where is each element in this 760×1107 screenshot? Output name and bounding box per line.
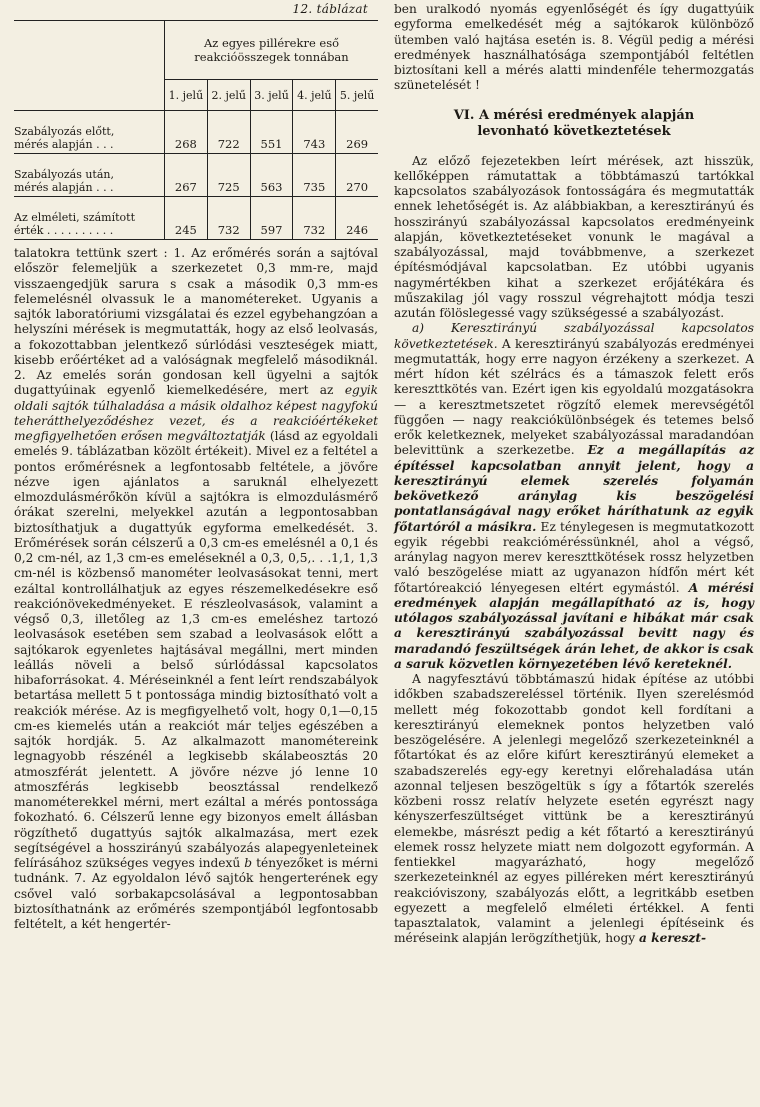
body-paragraph: ben uralkodó nyomás egyenlőségét és így dugattyúik egyforma emelkedését még a sajtókarok különböző ütemben való hajtása esetén is. 8. Végül pedig a mérési eredmények használhatósága szempontjából feltétlen biztosítani kell a mérés alatti mindenféle tehermozgatás szünetelését !: [394, 2, 754, 93]
table-cell: 597: [250, 197, 293, 240]
table-cell: 245: [165, 197, 208, 240]
text-run: (lásd az egyoldali emelés 9. táblázatban közölt értékeit). Mivel ez a feltétel a pontos erőmérésnek a legfontosabb feltétele, a jövőre nézve igen ajánlatos a saruknál elhelyezett elmozdulásmérőkön kívül a sajtókra is elmozdulásmérő órákat szerelni, melyekkel azután a legpontosabban biztosíthatjuk a dugattyúk egyforma emelkedését. 3. Erőmérések során célszerű a 0,3 cm-es emelésnél a 0,1 és 0,2 cm-nél, az 1,3 cm-es emeléseknél a 0,3, 0,5,. . .1,1, 1,3 cm-nél is közbenső manométer leolvasásokat tenni, mert ezáltal kontrollálhatjuk az egyes részemelkedésekre eső reakciónövekedményeket. E részleolvasások, valamint a végső 0,3, illetőleg az 1,3 cm-es emeléshez tartozó leolvasások esetében sem szabad a leolvasások előtt a sajtókarok egyenletes hajtásával megállni, mert minden leállás növeli a belső súrlódással kapcsolatos hibaforrásokat. 4. Méréseinknél a fent leírt rendszabályok betartása mellett 5 t pontossága mindig biztosítható volt a reakciók mérése. Az is megfigyelhető volt, hogy 0,1—0,15 cm-es kiemelés után a reakciót már teljes egészében a sajtók hordják. 5. Az alkalmazott manométereink legnagyobb részénél a legkisebb skálabeosztás 20 atmoszférát jelentett. A jövőre nézve jó lenne 10 atmoszférás legkisebb beosztással rendelkező manométerekkel mérni, mert ezáltal a mérés pontossága fokozható. 6. Célszerű lenne egy bizonyos emelt állásban rögzíthető dugattyús sajtók alkalmazása, mert ezek segítségével a hosszirányú szabályozás alapegyenleteinek felírásához szükséges vegyes indexű: [14, 429, 378, 870]
right-column: [394, 2, 754, 947]
table-cell: 735: [293, 154, 336, 197]
section-heading-line2: levonható következtetések: [477, 123, 671, 139]
table-cell: 725: [207, 154, 250, 197]
column-header: 1. jelű: [165, 80, 208, 111]
reaction-table: [14, 20, 378, 240]
row-label: [14, 197, 165, 240]
table-cell: 743: [293, 111, 336, 154]
row-label-line1: Szabályozás után,: [14, 168, 114, 181]
row-label: [14, 154, 165, 197]
table-cell: 732: [293, 197, 336, 240]
emphasis-text: a kereszt-: [639, 931, 707, 946]
row-label: [14, 111, 165, 154]
table-cell: 563: [250, 154, 293, 197]
table-cell: 722: [207, 111, 250, 154]
row-label-line1: Szabályozás előtt,: [14, 125, 115, 138]
row-label-line2: mérés alapján . . .: [14, 138, 114, 151]
column-header: 3. jelű: [250, 80, 293, 111]
text-run: A nagyfesztávú többtámaszú hidak építése az utóbbi időkben szabadszereléssel történik. Ilyen szerelésmód mellett még fokozottabb gondot kell fordítani a keresztirányú elemeknek pontos helyzetben való beszögelésére. A jelenlegi megelőző szerkezeteinknél a főtartókat és az előre kifúrt keresztirányú elemeket a szabadszerelés egy-egy keretnyi előrehaladása után azonnal teljesen beszögeltük s így a főtartók szerelés közbeni rossz relatív helyzete esetén egyrészt nagy kényszerfeszültséget vittünk be a keresztirányú elemekbe, másrészt pedig a két főtartó a keresztirányú elemek rossz helyzete miatt nem dolgozott egyformán. A fentiekkel magyarázható, hogy megelőző szerkezeteinknél az egyes pilléreken mért keresztirányú reakcióviszony, szabályozás előtt, a legritkább esetben egyezett a megfelelő elméleti értékkel. A fenti tapasztalatok, valamint a jelenlegi építéseink és méréseink alapján lerögzíthetjük, hogy: [394, 672, 754, 946]
table-corner: [14, 21, 165, 111]
table-cell: 732: [207, 197, 250, 240]
emphasis-text: egyik oldali sajtók túlhaladása a másik oldalhoz képest nagyfokú teherátthelyeződéshez vezet, és a reakcióértékeket megfigyelhetően erősen megváltoztatják: [14, 383, 378, 443]
table-row: [14, 154, 378, 197]
emphasis-text: A mérési eredmények alapján megállapítható az is, hogy utólagos szabályozással javítani e hibákat már csak a keresztirányú szabályozással bevitt nagy és maradandó feszültségek árán lehet, de akkor is csak a saruk közvetlen környezetében lévő kereteknél.: [394, 580, 755, 671]
table-cell: 551: [250, 111, 293, 154]
subsection-heading: a) Keresztirányú szabályozással kapcsolatos következtetések.: [394, 321, 754, 351]
table-row: [14, 111, 378, 154]
section-heading: [394, 108, 754, 140]
body-paragraph: [394, 672, 754, 947]
column-header: 5. jelű: [336, 80, 378, 111]
table-row: [14, 197, 378, 240]
text-run: Ez ténylegesen is megmutatkozott egyik régebbi reakcióméréssünknél, ahol a végső, aránylag nagyon merev kereszttkötések rossz helyzetben való beszögelése miatt az ugyanazon hídfőn mért két főtartóreakció lényegesen eltért egymástól.: [394, 519, 754, 595]
column-header: 4. jelű: [293, 80, 336, 111]
table-cell: 270: [336, 154, 378, 197]
column-header: 2. jelű: [207, 80, 250, 111]
group-header-line1: Az egyes pillérekre eső: [203, 36, 340, 50]
row-label-line2: mérés alapján . . .: [14, 181, 114, 194]
table-cell: 268: [165, 111, 208, 154]
body-paragraph: Az előző fejezetekben leírt mérések, azt hisszük, kellőképpen rámutattak a többtámaszú tartókkal kapcsolatos szabályozások fontosságára és megmutatták ennek lehetőségét is. Az alábbiakban, a keresztirányú és hosszirányú szabályozással kapcsolatos eredményeink alapján, következtetéseket vonunk le magával a szabályozással, majd továbbmenve, a szerkezet építésmódjával kapcsolatban. Ez utóbbi ugyanis nagymértékben kihat a szerkezet erőjátékára és műszakilag jól vagy rosszul végrehajtott módja teszi azután fölöslegessé vagy szükségessé a szabályozást.: [394, 153, 754, 320]
table-group-header: [165, 21, 379, 80]
table-cell: 269: [336, 111, 378, 154]
section-heading-line1: VI. A mérési eredmények alapján: [453, 107, 695, 123]
table-caption: 12. táblázat: [292, 2, 368, 16]
body-paragraph: [394, 321, 754, 672]
emphasis-text: Ez a megállapítás az építéssel kapcsolatban annyit jelent, hogy a keresztirányú elemek szerelés folyamán bekövetkező aránylag kis beszögelési pontatlanságával nagy erőket háríthatunk az egyik főtartóról a másikra.: [394, 443, 755, 534]
symbol-b: b: [244, 856, 253, 870]
table-cell: 267: [165, 154, 208, 197]
body-paragraph: [14, 246, 378, 932]
text-run: A keresztirányú szabályozás eredményei megmutatták, hogy erre nagyon érzékeny a szerkezet. A mért hídon két szélrács és a támaszok felett erős kereszttkötés van. Ezért igen kis egyoldalú mozgatásokra — a keresztmetszetet rögzítő elemek merevségétől függően — nagy reakciókülönbségek és tetemes belső erők keletkeznek, melyeket szabályozással maradandóan belevittünk a szerkezetbe.: [394, 336, 754, 458]
left-column: [14, 2, 378, 932]
row-label-line1: Az elméleti, számított: [14, 211, 135, 224]
group-header-line2: reakcióösszegek tonnában: [194, 50, 349, 64]
text-run: talatokra tettünk szert : 1. Az erőmérés során a sajtóval először felemeljük a szerkezetet 0,3 mm-re, majd visszaengedjük sarura s csak a második 0,3 mm-es felemelésnél olvassuk le a manométereket. Ugyanis a sajtók laboratóriumi vizsgálatai és ezzel egybehangzóan a helyszíni mérések is megmutatták, hogy az első leolvasás, a fokozottabban jelentkező súrlódási veszteségek miatt, kisebb erőértéket ad a valóságnak megfelelő másodiknál. 2. Az emelés során gondosan kell ügyelni a sajtók dugattyúinak egyenlő kiemelkedésére, mert az: [14, 246, 378, 398]
table-cell: 246: [336, 197, 378, 240]
text-run: tényezőket is mérni tudnánk. 7. Az egyoldalon lévő sajtók hengerterének egy csővel való sorbakapcsolásával a legpontosabban biztosíthatnánk az erőmérés szempontjából legfontosabb feltételt, a két hengertér-: [14, 856, 378, 931]
row-label-line2: érték . . . . . . . . . .: [14, 224, 114, 237]
table-header-row: [14, 21, 378, 80]
